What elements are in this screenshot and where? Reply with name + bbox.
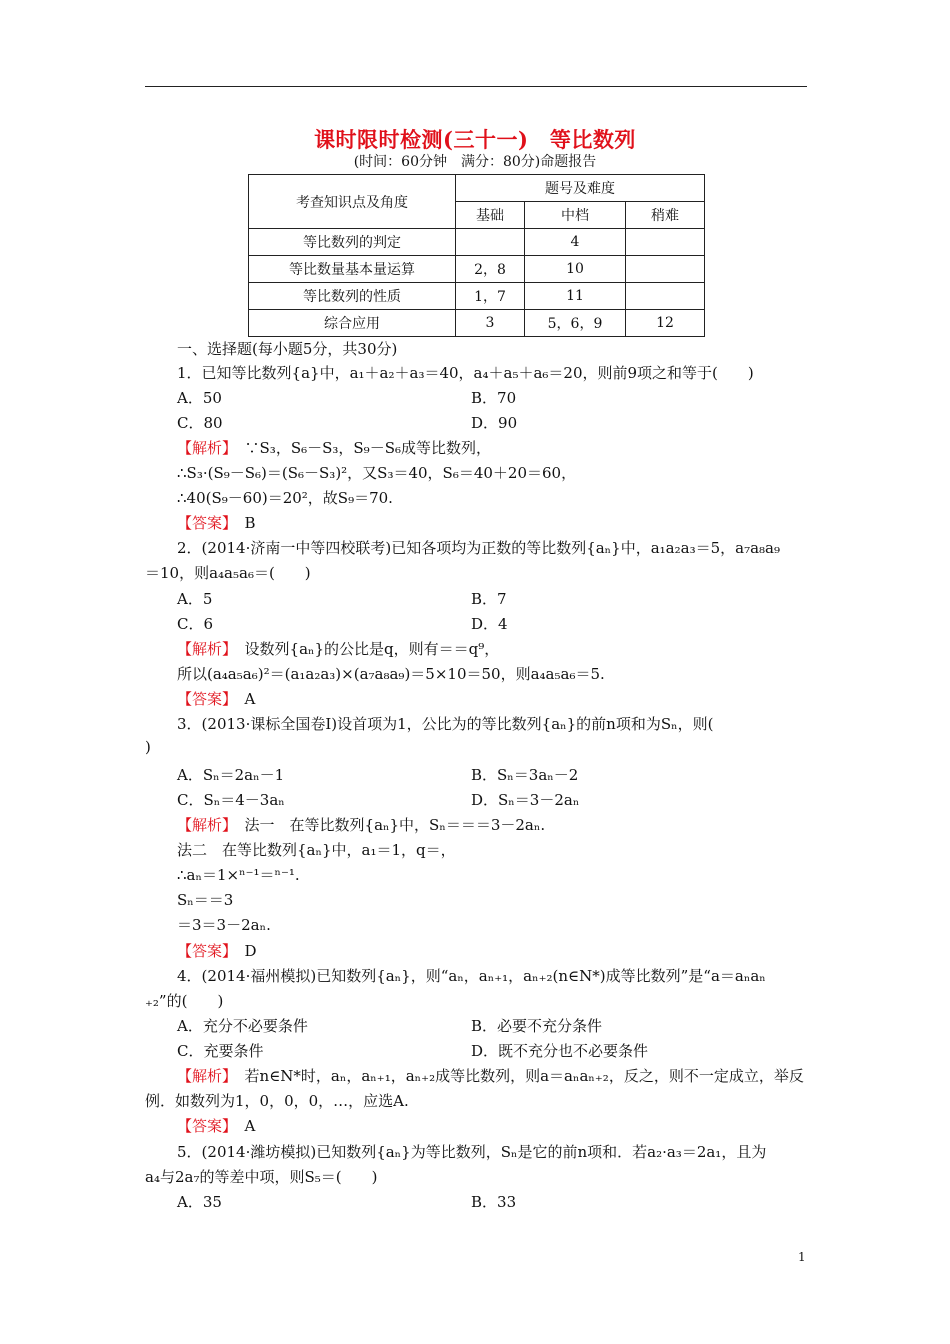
q4-option-b: B．必要不充分条件	[471, 1017, 603, 1035]
q4-solution-2: 例．如数列为1，0，0，0，…，应选A.	[145, 1092, 409, 1110]
q4-answer-value: A	[244, 1117, 256, 1135]
table-cell-topic: 等比数列的判定	[249, 229, 456, 256]
question-3-line-1: 3．(2013·课标全国卷Ⅰ)设首项为1，公比为的等比数列{aₙ}的前n项和为Sₙ，则(	[177, 715, 714, 733]
table-level-hard: 稍难	[626, 202, 705, 229]
daan-label: 【答案】	[177, 942, 230, 960]
question-1-number: 1．已知等比数列	[177, 364, 292, 382]
q3-solution-5: ＝3＝3－2aₙ.	[177, 916, 271, 934]
q4-solution-text: 若n∈N*时，aₙ，aₙ₊₁，aₙ₊₂成等比数列，则a＝aₙaₙ₊₂，反之，则不一定成立，举反	[244, 1067, 804, 1085]
table-cell-basic: 3	[456, 310, 525, 337]
table-cell-hard: 12	[626, 310, 705, 337]
q4-answer	[177, 1115, 255, 1136]
table-cell-topic: 等比数列的性质	[249, 283, 456, 310]
page-title: 课时限时检测(三十一) 等比数列	[314, 127, 636, 152]
table-cell-hard	[626, 283, 705, 310]
q4-option-a: A．充分不必要条件	[177, 1017, 308, 1035]
page-subtitle: (时间：60分钟 满分：80分)命题报告	[353, 154, 597, 170]
q1-option-c: C．80	[177, 414, 223, 432]
table-group-header: 题号及难度	[456, 175, 705, 202]
q2-solution-1	[177, 638, 499, 659]
q3-option-a: A．Sₙ＝2aₙ－1	[177, 766, 285, 784]
q2-solution-2: 所以(a₄a₅a₆)²＝(a₁a₂a₃)×(a₇a₈a₉)＝5×10＝50，则a₄a₅a₆＝5.	[177, 665, 605, 683]
table-cell-basic	[456, 229, 525, 256]
section-heading: 一、选择题(每小题5分，共30分)	[177, 340, 398, 358]
q4-solution-1	[177, 1065, 804, 1086]
table-cell-medium: 4	[525, 229, 626, 256]
question-4-line-1: 4．(2014·福州模拟)已知数列{aₙ}，则“aₙ，aₙ₊₁，aₙ₊₂(n∈N*)成等比数列”是“a＝aₙaₙ	[177, 967, 766, 985]
question-1-seq: {a	[291, 364, 311, 382]
q1-answer	[177, 512, 256, 533]
question-2-line-1: 2．(2014·济南一中等四校联考)已知各项均为正数的等比数列{aₙ}中，a₁a₂a₃＝5，a₇a₈a₉	[177, 539, 780, 557]
table-cell-medium: 5，6，9	[525, 310, 626, 337]
jiexi-label: 【解析】	[177, 439, 230, 457]
q4-option-c: C．充要条件	[177, 1042, 264, 1060]
q1-solution-text: ∵S₃，S₆－S₃，S₉－S₆成等比数列，	[244, 439, 491, 457]
question-5-line-2: a₄与2a₇的等差中项，则S₅＝( )	[145, 1168, 378, 1186]
jiexi-label: 【解析】	[177, 1067, 230, 1085]
q2-option-b: B．7	[471, 590, 507, 608]
table-row	[249, 229, 705, 256]
table-cell-topic: 综合应用	[249, 310, 456, 337]
q4-option-d: D．既不充分也不必要条件	[471, 1042, 649, 1060]
q1-solution-1	[177, 437, 491, 458]
q1-option-a: A．50	[177, 389, 222, 407]
table-cell-topic: 等比数量基本量运算	[249, 256, 456, 283]
table-level-medium: 中档	[525, 202, 626, 229]
q1-option-b: B．70	[471, 389, 517, 407]
question-4-line-2: ₊₂”的( )	[145, 992, 224, 1010]
question-1-text: }中，a₁＋a₂＋a₃＝40，a₄＋a₅＋a₆＝20，则前9项之和等于( )	[310, 364, 754, 382]
q1-solution-3: ∴40(S₉－60)＝20²，故S₉＝70.	[177, 489, 393, 507]
q2-answer	[177, 688, 255, 709]
jiexi-label: 【解析】	[177, 640, 230, 658]
q3-answer	[177, 940, 257, 961]
table-level-basic: 基础	[456, 202, 525, 229]
q3-solution-1	[177, 814, 545, 835]
daan-label: 【答案】	[177, 514, 230, 532]
q2-option-d: D．4	[471, 615, 508, 633]
q3-option-c: C．Sₙ＝4－3aₙ	[177, 791, 285, 809]
q2-option-a: A．5	[177, 590, 213, 608]
q5-option-a: A．35	[177, 1193, 222, 1211]
daan-label: 【答案】	[177, 1117, 230, 1135]
table-row	[249, 310, 705, 337]
q1-solution-2: ∴S₃·(S₉－S₆)＝(S₆－S₃)²，又S₃＝40，S₆＝40＋20＝60，	[177, 464, 577, 482]
q3-solution-4: Sₙ＝＝3	[177, 891, 234, 909]
q3-solution-2: 法二 在等比数列{aₙ}中，a₁＝1，q＝，	[177, 841, 456, 859]
jiexi-label: 【解析】	[177, 816, 230, 834]
table-cell-hard	[626, 229, 705, 256]
knowledge-table	[248, 174, 705, 337]
q3-option-b: B．Sₙ＝3aₙ－2	[471, 766, 579, 784]
table-cell-medium: 10	[525, 256, 626, 283]
header-rule	[145, 86, 807, 87]
q5-option-b: B．33	[471, 1193, 517, 1211]
table-row	[249, 283, 705, 310]
q3-option-d: D．Sₙ＝3－2aₙ	[471, 791, 580, 809]
q3-solution-3: ∴aₙ＝1×ⁿ⁻¹＝ⁿ⁻¹.	[177, 866, 300, 884]
q2-option-c: C．6	[177, 615, 214, 633]
daan-label: 【答案】	[177, 690, 230, 708]
q3-solution-text: 法一 在等比数列{aₙ}中，Sₙ＝＝＝3－2aₙ.	[244, 816, 546, 834]
page-number: 1	[798, 1250, 806, 1264]
table-cell-medium: 11	[525, 283, 626, 310]
question-1-stem	[177, 362, 754, 383]
table-cell-basic: 2，8	[456, 256, 525, 283]
table-corner-header: 考查知识点及角度	[249, 175, 456, 229]
question-3-line-2: )	[145, 738, 151, 756]
q2-answer-value: A	[244, 690, 256, 708]
table-row	[249, 256, 705, 283]
q1-option-d: D．90	[471, 414, 518, 432]
table-cell-hard	[626, 256, 705, 283]
q2-solution-text: 设数列{aₙ}的公比是q，则有＝＝q⁹，	[244, 640, 500, 658]
question-5-line-1: 5．(2014·潍坊模拟)已知数列{aₙ}为等比数列，Sₙ是它的前n项和．若a₂·a₃＝2a₁，且为	[177, 1143, 767, 1161]
q1-answer-value: B	[244, 514, 256, 532]
table-cell-basic: 1，7	[456, 283, 525, 310]
q3-answer-value: D	[244, 942, 257, 960]
question-2-line-2: ＝10，则a₄a₅a₆＝( )	[145, 564, 311, 582]
